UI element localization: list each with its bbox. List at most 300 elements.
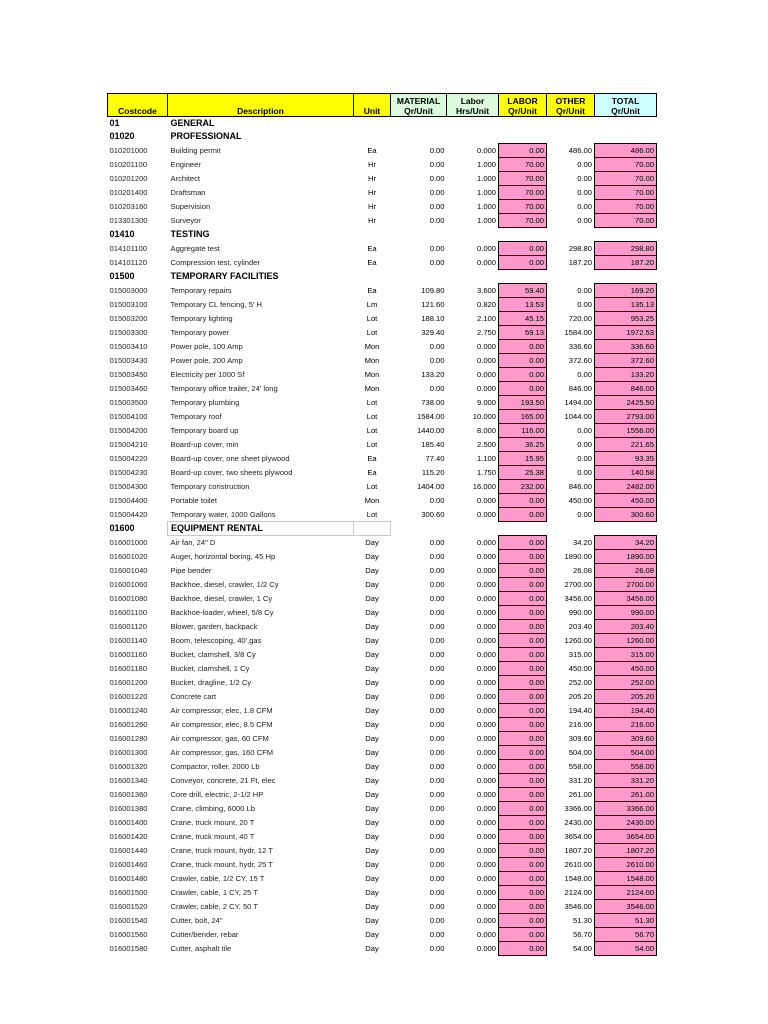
material-cell[interactable]: 185.40 bbox=[421, 440, 445, 449]
header-unit[interactable] bbox=[354, 94, 391, 117]
unit-cell[interactable]: Day bbox=[365, 678, 379, 687]
labor-hrs-cell[interactable]: 2.100 bbox=[476, 314, 496, 323]
unit-cell[interactable]: Ea bbox=[367, 244, 377, 253]
costcode-cell[interactable]: 016001420 bbox=[109, 832, 148, 841]
description-cell[interactable]: Air compressor, elec, 8.5 CFM bbox=[170, 720, 273, 729]
description-cell[interactable]: Cutter, bolt, 24" bbox=[170, 916, 223, 925]
material-cell[interactable]: 0.00 bbox=[429, 692, 445, 701]
labor-cell[interactable]: 0.00 bbox=[499, 774, 547, 788]
description-cell[interactable]: Temporary roof bbox=[170, 412, 222, 421]
labor-hrs-cell[interactable]: 9.000 bbox=[476, 398, 496, 407]
labor-hrs-cell[interactable]: 0.000 bbox=[476, 944, 496, 953]
total-cell[interactable]: 2124.00 bbox=[595, 886, 657, 900]
costcode-cell[interactable]: 016001060 bbox=[109, 580, 148, 589]
unit-cell[interactable]: Day bbox=[365, 916, 379, 925]
total-cell[interactable]: 450.00 bbox=[595, 494, 657, 508]
costcode-cell[interactable]: 016001080 bbox=[109, 594, 148, 603]
description-cell[interactable]: Power pole, 100 Amp bbox=[170, 342, 243, 351]
description-cell[interactable]: Supervision bbox=[170, 202, 211, 211]
total-cell[interactable]: 953.25 bbox=[595, 312, 657, 326]
empty-cell[interactable] bbox=[499, 228, 547, 242]
other-cell[interactable]: 187.20 bbox=[568, 258, 592, 267]
labor-cell[interactable]: 59.13 bbox=[499, 326, 547, 340]
unit-cell[interactable]: Mon bbox=[364, 370, 380, 379]
other-cell[interactable]: 504.00 bbox=[568, 748, 592, 757]
labor-hrs-cell[interactable]: 0.000 bbox=[476, 748, 496, 757]
labor-cell[interactable]: 0.00 bbox=[499, 634, 547, 648]
costcode-cell[interactable]: 010201200 bbox=[109, 174, 148, 183]
other-cell[interactable]: 3654.00 bbox=[564, 832, 592, 841]
empty-cell[interactable] bbox=[354, 270, 391, 284]
material-cell[interactable]: 1440.00 bbox=[417, 426, 445, 435]
other-cell[interactable]: 1584.00 bbox=[564, 328, 592, 337]
material-cell[interactable]: 0.00 bbox=[429, 538, 445, 547]
costcode-cell[interactable]: 015003410 bbox=[109, 342, 148, 351]
header-costcode[interactable] bbox=[108, 94, 168, 117]
other-cell[interactable]: 846.00 bbox=[568, 384, 592, 393]
labor-cell[interactable]: 0.00 bbox=[499, 340, 547, 354]
unit-cell[interactable]: Lot bbox=[366, 328, 378, 337]
other-cell[interactable]: 0.00 bbox=[577, 188, 592, 197]
material-cell[interactable]: 0.00 bbox=[429, 902, 445, 911]
material-cell[interactable]: 0.00 bbox=[429, 188, 445, 197]
other-cell[interactable]: 194.40 bbox=[568, 706, 592, 715]
labor-cell[interactable]: 0.00 bbox=[499, 858, 547, 872]
other-cell[interactable]: 0.00 bbox=[577, 174, 592, 183]
labor-cell[interactable]: 0.00 bbox=[499, 620, 547, 634]
labor-hrs-cell[interactable]: 0.000 bbox=[476, 678, 496, 687]
material-cell[interactable]: 0.00 bbox=[429, 930, 445, 939]
labor-cell[interactable]: 0.00 bbox=[499, 592, 547, 606]
header-labor-hrs[interactable] bbox=[447, 94, 499, 117]
other-cell[interactable]: 336.60 bbox=[568, 342, 592, 351]
total-cell[interactable]: 331.20 bbox=[595, 774, 657, 788]
total-cell[interactable]: 93.35 bbox=[595, 452, 657, 466]
empty-cell[interactable] bbox=[354, 522, 391, 536]
total-cell[interactable]: 252.00 bbox=[595, 676, 657, 690]
labor-hrs-cell[interactable]: 0.000 bbox=[476, 552, 496, 561]
material-cell[interactable]: 0.00 bbox=[429, 342, 445, 351]
total-cell[interactable]: 558.00 bbox=[595, 760, 657, 774]
labor-cell[interactable]: 0.00 bbox=[499, 830, 547, 844]
labor-cell[interactable]: 0.00 bbox=[499, 900, 547, 914]
material-cell[interactable]: 1584.00 bbox=[417, 412, 445, 421]
material-cell[interactable]: 0.00 bbox=[429, 552, 445, 561]
labor-cell[interactable]: 232.00 bbox=[499, 480, 547, 494]
total-cell[interactable]: 70.00 bbox=[595, 158, 657, 172]
description-cell[interactable]: Bucket, dragline, 1/2 Cy bbox=[170, 678, 252, 687]
empty-cell[interactable] bbox=[354, 130, 391, 144]
description-cell[interactable]: Crawler, cable, 1/2 CY, 15 T bbox=[170, 874, 265, 883]
unit-cell[interactable]: Day bbox=[365, 846, 379, 855]
other-cell[interactable]: 203.40 bbox=[568, 622, 592, 631]
costcode-cell[interactable]: 010201400 bbox=[109, 188, 148, 197]
other-cell[interactable]: 1807.20 bbox=[564, 846, 592, 855]
labor-hrs-cell[interactable]: 0.000 bbox=[476, 720, 496, 729]
material-cell[interactable]: 0.00 bbox=[429, 720, 445, 729]
description-cell[interactable]: Temporary board up bbox=[170, 426, 239, 435]
labor-cell[interactable]: 0.00 bbox=[499, 788, 547, 802]
labor-cell[interactable]: 0.00 bbox=[499, 942, 547, 956]
unit-cell[interactable]: Ea bbox=[367, 454, 377, 463]
other-cell[interactable]: 51.30 bbox=[572, 916, 592, 925]
description-cell[interactable]: Concrete cart bbox=[170, 692, 217, 701]
unit-cell[interactable]: Day bbox=[365, 790, 379, 799]
other-cell[interactable]: 0.00 bbox=[577, 440, 592, 449]
costcode-cell[interactable]: 016001360 bbox=[109, 790, 148, 799]
description-cell[interactable]: Crane, truck mount, 20 T bbox=[170, 818, 255, 827]
total-cell[interactable]: 221.65 bbox=[595, 438, 657, 452]
header-material[interactable] bbox=[391, 94, 447, 117]
other-cell[interactable]: 1890.00 bbox=[564, 552, 592, 561]
empty-cell[interactable] bbox=[595, 270, 657, 284]
labor-hrs-cell[interactable]: 0.000 bbox=[476, 706, 496, 715]
labor-hrs-cell[interactable]: 0.000 bbox=[476, 244, 496, 253]
other-cell[interactable]: 0.00 bbox=[577, 202, 592, 211]
total-cell[interactable]: 56.70 bbox=[595, 928, 657, 942]
description-cell[interactable]: Board-up cover, min bbox=[170, 440, 239, 449]
labor-hrs-cell[interactable]: 0.000 bbox=[476, 860, 496, 869]
unit-cell[interactable]: Ea bbox=[367, 468, 377, 477]
labor-cell[interactable]: 0.00 bbox=[499, 508, 547, 522]
labor-hrs-cell[interactable]: 0.000 bbox=[476, 608, 496, 617]
total-cell[interactable]: 51.30 bbox=[595, 914, 657, 928]
empty-cell[interactable] bbox=[499, 522, 547, 536]
description-cell[interactable]: Bucket, clamshell, 3/8 Cy bbox=[170, 650, 256, 659]
other-cell[interactable]: 0.00 bbox=[577, 216, 592, 225]
total-cell[interactable]: 70.00 bbox=[595, 214, 657, 228]
total-cell[interactable]: 1972.53 bbox=[595, 326, 657, 340]
unit-cell[interactable]: Day bbox=[365, 622, 379, 631]
labor-cell[interactable]: 0.00 bbox=[499, 648, 547, 662]
total-cell[interactable]: 309.60 bbox=[595, 732, 657, 746]
material-cell[interactable]: 0.00 bbox=[429, 748, 445, 757]
description-cell[interactable]: Backhoe, diesel, crawler, 1 Cy bbox=[170, 594, 273, 603]
total-cell[interactable]: 26.08 bbox=[595, 564, 657, 578]
costcode-cell[interactable]: 015004210 bbox=[109, 440, 148, 449]
labor-hrs-cell[interactable]: 0.000 bbox=[476, 818, 496, 827]
total-cell[interactable]: 169.20 bbox=[595, 284, 657, 298]
description-cell[interactable]: Crane, climbing, 6000 Lb bbox=[170, 804, 255, 813]
unit-cell[interactable]: Day bbox=[365, 706, 379, 715]
costcode-cell[interactable]: 015004420 bbox=[109, 510, 148, 519]
description-cell[interactable]: Air compressor, elec, 1.8 CFM bbox=[170, 706, 273, 715]
group-title-cell[interactable]: EQUIPMENT RENTAL bbox=[168, 522, 354, 536]
material-cell[interactable]: 0.00 bbox=[429, 888, 445, 897]
labor-hrs-cell[interactable]: 0.000 bbox=[476, 874, 496, 883]
costcode-cell[interactable]: 016001440 bbox=[109, 846, 148, 855]
description-cell[interactable]: Bucket, clamshell, 1 Cy bbox=[170, 664, 250, 673]
empty-cell[interactable] bbox=[391, 117, 447, 131]
costcode-cell[interactable]: 016001560 bbox=[109, 930, 148, 939]
total-cell[interactable]: 194.40 bbox=[595, 704, 657, 718]
other-cell[interactable]: 2610.00 bbox=[564, 860, 592, 869]
description-cell[interactable]: Backhoe-loader, wheel, 5/8 Cy bbox=[170, 608, 274, 617]
total-cell[interactable]: 3654.00 bbox=[595, 830, 657, 844]
description-cell[interactable]: Temporary construction bbox=[170, 482, 250, 491]
total-cell[interactable]: 261.00 bbox=[595, 788, 657, 802]
other-cell[interactable]: 558.00 bbox=[568, 762, 592, 771]
material-cell[interactable]: 0.00 bbox=[429, 636, 445, 645]
other-cell[interactable]: 486.00 bbox=[568, 146, 592, 155]
description-cell[interactable]: Crawler, cable, 2 CY, 50 T bbox=[170, 902, 259, 911]
unit-cell[interactable]: Ea bbox=[367, 286, 377, 295]
unit-cell[interactable]: Day bbox=[365, 552, 379, 561]
costcode-cell[interactable]: 016001120 bbox=[109, 622, 147, 631]
other-cell[interactable]: 450.00 bbox=[568, 664, 592, 673]
material-cell[interactable]: 0.00 bbox=[429, 566, 445, 575]
costcode-cell[interactable]: 016001400 bbox=[109, 818, 148, 827]
material-cell[interactable]: 0.00 bbox=[429, 146, 445, 155]
unit-cell[interactable]: Hr bbox=[367, 216, 376, 225]
labor-cell[interactable]: 0.00 bbox=[499, 536, 547, 550]
costcode-cell[interactable]: 016001380 bbox=[109, 804, 148, 813]
costcode-cell[interactable]: 016001180 bbox=[109, 664, 147, 673]
total-cell[interactable]: 1260.00 bbox=[595, 634, 657, 648]
total-cell[interactable]: 135.13 bbox=[595, 298, 657, 312]
material-cell[interactable]: 0.00 bbox=[429, 160, 445, 169]
other-cell[interactable]: 372.60 bbox=[568, 356, 592, 365]
costcode-cell[interactable]: 016001260 bbox=[109, 720, 148, 729]
costcode-cell[interactable]: 016001520 bbox=[109, 902, 148, 911]
labor-hrs-cell[interactable]: 1.000 bbox=[476, 216, 496, 225]
material-cell[interactable]: 0.00 bbox=[429, 944, 445, 953]
other-cell[interactable]: 720.00 bbox=[568, 314, 592, 323]
unit-cell[interactable]: Day bbox=[365, 650, 379, 659]
total-cell[interactable]: 300.60 bbox=[595, 508, 657, 522]
labor-hrs-cell[interactable]: 10.000 bbox=[472, 412, 496, 421]
description-cell[interactable]: Crawler, cable, 1 CY, 25 T bbox=[170, 888, 259, 897]
labor-hrs-cell[interactable]: 2.500 bbox=[476, 440, 496, 449]
labor-cell[interactable]: 0.00 bbox=[499, 354, 547, 368]
labor-hrs-cell[interactable]: 0.820 bbox=[476, 300, 496, 309]
labor-hrs-cell[interactable]: 8.000 bbox=[476, 426, 496, 435]
unit-cell[interactable]: Day bbox=[365, 720, 379, 729]
unit-cell[interactable]: Lm bbox=[366, 300, 378, 309]
empty-cell[interactable] bbox=[354, 228, 391, 242]
labor-hrs-cell[interactable]: 0.000 bbox=[476, 846, 496, 855]
labor-hrs-cell[interactable]: 2.750 bbox=[476, 328, 496, 337]
empty-cell[interactable] bbox=[391, 228, 447, 242]
group-title-cell[interactable]: GENERAL bbox=[170, 118, 215, 128]
unit-cell[interactable]: Day bbox=[365, 636, 379, 645]
labor-cell[interactable]: 70.00 bbox=[499, 200, 547, 214]
description-cell[interactable]: Core drill, electric, 2-1/2 HP bbox=[170, 790, 264, 799]
labor-cell[interactable]: 0.00 bbox=[499, 704, 547, 718]
costcode-cell[interactable]: 014101120 bbox=[109, 258, 147, 267]
total-cell[interactable]: 486.00 bbox=[595, 144, 657, 158]
unit-cell[interactable]: Day bbox=[365, 874, 379, 883]
labor-hrs-cell[interactable]: 0.000 bbox=[476, 692, 496, 701]
costcode-cell[interactable]: 016001280 bbox=[109, 734, 148, 743]
description-cell[interactable]: Aggregate test bbox=[170, 244, 220, 253]
header-labor[interactable] bbox=[499, 94, 547, 117]
total-cell[interactable]: 2700.00 bbox=[595, 578, 657, 592]
total-cell[interactable]: 54.00 bbox=[595, 942, 657, 956]
unit-cell[interactable]: Mon bbox=[364, 342, 380, 351]
labor-cell[interactable]: 0.00 bbox=[499, 928, 547, 942]
header-description[interactable] bbox=[168, 94, 354, 117]
total-cell[interactable]: 3456.00 bbox=[595, 592, 657, 606]
labor-cell[interactable]: 70.00 bbox=[499, 158, 547, 172]
costcode-cell[interactable]: 015003000 bbox=[109, 286, 148, 295]
unit-cell[interactable]: Lot bbox=[366, 426, 378, 435]
costcode-cell[interactable]: 015003300 bbox=[109, 328, 148, 337]
other-cell[interactable]: 331.20 bbox=[568, 776, 592, 785]
total-cell[interactable]: 216.00 bbox=[595, 718, 657, 732]
total-cell[interactable]: 203.40 bbox=[595, 620, 657, 634]
total-cell[interactable]: 336.60 bbox=[595, 340, 657, 354]
material-cell[interactable]: 0.00 bbox=[429, 664, 445, 673]
unit-cell[interactable]: Day bbox=[365, 580, 379, 589]
labor-cell[interactable]: 0.00 bbox=[499, 872, 547, 886]
material-cell[interactable]: 121.60 bbox=[421, 300, 445, 309]
costcode-cell[interactable]: 015004200 bbox=[109, 426, 148, 435]
total-cell[interactable]: 846.00 bbox=[595, 382, 657, 396]
material-cell[interactable]: 77.40 bbox=[425, 454, 445, 463]
material-cell[interactable]: 133.20 bbox=[421, 370, 445, 379]
total-cell[interactable]: 1556.00 bbox=[595, 424, 657, 438]
labor-cell[interactable]: 116.00 bbox=[499, 424, 547, 438]
description-cell[interactable]: Auger, horizontal boring, 45 Hp bbox=[170, 552, 276, 561]
empty-cell[interactable] bbox=[595, 117, 657, 131]
labor-hrs-cell[interactable]: 0.000 bbox=[476, 832, 496, 841]
other-cell[interactable]: 846.00 bbox=[568, 482, 592, 491]
other-cell[interactable]: 1044.00 bbox=[564, 412, 592, 421]
total-cell[interactable]: 70.00 bbox=[595, 172, 657, 186]
labor-hrs-cell[interactable]: 0.000 bbox=[476, 496, 496, 505]
unit-cell[interactable]: Day bbox=[365, 762, 379, 771]
description-cell[interactable]: Temporary repairs bbox=[170, 286, 232, 295]
empty-cell[interactable] bbox=[547, 117, 595, 131]
labor-cell[interactable]: 0.00 bbox=[499, 494, 547, 508]
unit-cell[interactable]: Hr bbox=[367, 202, 376, 211]
description-cell[interactable]: Surveyor bbox=[170, 216, 201, 225]
description-cell[interactable]: Compactor, roller, 2000 Lb bbox=[170, 762, 260, 771]
labor-cell[interactable]: 165.00 bbox=[499, 410, 547, 424]
material-cell[interactable]: 0.00 bbox=[429, 762, 445, 771]
labor-hrs-cell[interactable]: 0.000 bbox=[476, 384, 496, 393]
material-cell[interactable]: 0.00 bbox=[429, 706, 445, 715]
other-cell[interactable]: 309.60 bbox=[568, 734, 592, 743]
other-cell[interactable]: 54.00 bbox=[572, 944, 592, 953]
unit-cell[interactable]: Day bbox=[365, 832, 379, 841]
labor-hrs-cell[interactable]: 0.000 bbox=[476, 762, 496, 771]
material-cell[interactable]: 0.00 bbox=[429, 174, 445, 183]
labor-cell[interactable]: 0.00 bbox=[499, 368, 547, 382]
material-cell[interactable]: 0.00 bbox=[429, 384, 445, 393]
costcode-cell[interactable]: 015003200 bbox=[109, 314, 148, 323]
description-cell[interactable]: Temporary CL fencing, 5' H bbox=[170, 300, 262, 309]
labor-hrs-cell[interactable]: 0.000 bbox=[476, 258, 496, 267]
description-cell[interactable]: Cutter/bender, rebar bbox=[170, 930, 239, 939]
costcode-cell[interactable]: 016001460 bbox=[109, 860, 148, 869]
labor-hrs-cell[interactable]: 1.750 bbox=[476, 468, 496, 477]
description-cell[interactable]: Crane, truck mount, hydr, 25 T bbox=[170, 860, 273, 869]
labor-cell[interactable]: 25.38 bbox=[499, 466, 547, 480]
unit-cell[interactable]: Day bbox=[365, 944, 379, 953]
costcode-cell[interactable]: 016001200 bbox=[109, 678, 148, 687]
material-cell[interactable]: 0.00 bbox=[429, 790, 445, 799]
labor-hrs-cell[interactable]: 1.000 bbox=[476, 160, 496, 169]
labor-hrs-cell[interactable]: 0.000 bbox=[476, 146, 496, 155]
material-cell[interactable]: 0.00 bbox=[429, 846, 445, 855]
description-cell[interactable]: Temporary lighting bbox=[170, 314, 233, 323]
material-cell[interactable]: 0.00 bbox=[429, 734, 445, 743]
costcode-cell[interactable]: 015004230 bbox=[109, 468, 148, 477]
description-cell[interactable]: Boom, telescoping, 40',gas bbox=[170, 636, 262, 645]
unit-cell[interactable]: Day bbox=[365, 692, 379, 701]
unit-cell[interactable]: Lot bbox=[366, 482, 378, 491]
labor-hrs-cell[interactable]: 0.000 bbox=[476, 636, 496, 645]
material-cell[interactable]: 0.00 bbox=[429, 860, 445, 869]
labor-cell[interactable]: 70.00 bbox=[499, 214, 547, 228]
total-cell[interactable]: 1548.00 bbox=[595, 872, 657, 886]
group-code-cell[interactable]: 01410 bbox=[109, 229, 135, 239]
unit-cell[interactable]: Lot bbox=[366, 412, 378, 421]
description-cell[interactable]: Blower, garden, backpack bbox=[170, 622, 258, 631]
labor-cell[interactable]: 59.40 bbox=[499, 284, 547, 298]
unit-cell[interactable]: Day bbox=[365, 566, 379, 575]
labor-cell[interactable]: 0.00 bbox=[499, 746, 547, 760]
labor-hrs-cell[interactable]: 1.000 bbox=[476, 202, 496, 211]
unit-cell[interactable]: Mon bbox=[364, 496, 380, 505]
description-cell[interactable]: Power pole, 200 Amp bbox=[170, 356, 243, 365]
unit-cell[interactable]: Day bbox=[365, 748, 379, 757]
costcode-cell[interactable]: 015003450 bbox=[109, 370, 148, 379]
other-cell[interactable]: 0.00 bbox=[577, 300, 592, 309]
labor-cell[interactable]: 0.00 bbox=[499, 718, 547, 732]
unit-cell[interactable]: Hr bbox=[367, 174, 376, 183]
labor-hrs-cell[interactable]: 0.000 bbox=[476, 622, 496, 631]
other-cell[interactable]: 1548.00 bbox=[564, 874, 592, 883]
empty-cell[interactable] bbox=[447, 228, 499, 242]
costcode-cell[interactable]: 010201100 bbox=[109, 160, 147, 169]
other-cell[interactable]: 205.20 bbox=[568, 692, 592, 701]
empty-cell[interactable] bbox=[391, 522, 447, 536]
other-cell[interactable]: 450.00 bbox=[568, 496, 592, 505]
costcode-cell[interactable]: 016001040 bbox=[109, 566, 148, 575]
material-cell[interactable]: 0.00 bbox=[429, 216, 445, 225]
description-cell[interactable]: Crane, truck mount, hydr, 12 T bbox=[170, 846, 273, 855]
description-cell[interactable]: Cutter, asphalt tile bbox=[170, 944, 232, 953]
labor-cell[interactable]: 0.00 bbox=[499, 690, 547, 704]
labor-hrs-cell[interactable]: 16.000 bbox=[472, 482, 496, 491]
unit-cell[interactable]: Day bbox=[365, 804, 379, 813]
material-cell[interactable]: 1404.00 bbox=[417, 482, 445, 491]
total-cell[interactable]: 315.00 bbox=[595, 648, 657, 662]
labor-cell[interactable]: 0.00 bbox=[499, 732, 547, 746]
labor-cell[interactable]: 0.00 bbox=[499, 886, 547, 900]
unit-cell[interactable]: Day bbox=[365, 594, 379, 603]
other-cell[interactable]: 0.00 bbox=[577, 510, 592, 519]
group-code-cell[interactable]: 01500 bbox=[109, 271, 135, 281]
material-cell[interactable]: 115.20 bbox=[421, 468, 445, 477]
material-cell[interactable]: 188.10 bbox=[421, 314, 445, 323]
group-code-cell[interactable]: 01 bbox=[109, 118, 120, 128]
costcode-cell[interactable]: 015004400 bbox=[109, 496, 148, 505]
material-cell[interactable]: 0.00 bbox=[429, 874, 445, 883]
description-cell[interactable]: Temporary office trailer, 24' long bbox=[170, 384, 278, 393]
description-cell[interactable]: Temporary water, 1000 Gallons bbox=[170, 509, 276, 519]
unit-cell[interactable]: Day bbox=[365, 664, 379, 673]
material-cell[interactable]: 300.60 bbox=[421, 510, 445, 519]
labor-hrs-cell[interactable]: 0.000 bbox=[476, 664, 496, 673]
empty-cell[interactable] bbox=[499, 270, 547, 284]
costcode-cell[interactable]: 015004100 bbox=[109, 412, 148, 421]
costcode-cell[interactable]: 010203160 bbox=[109, 202, 148, 211]
header-total[interactable] bbox=[595, 94, 657, 117]
